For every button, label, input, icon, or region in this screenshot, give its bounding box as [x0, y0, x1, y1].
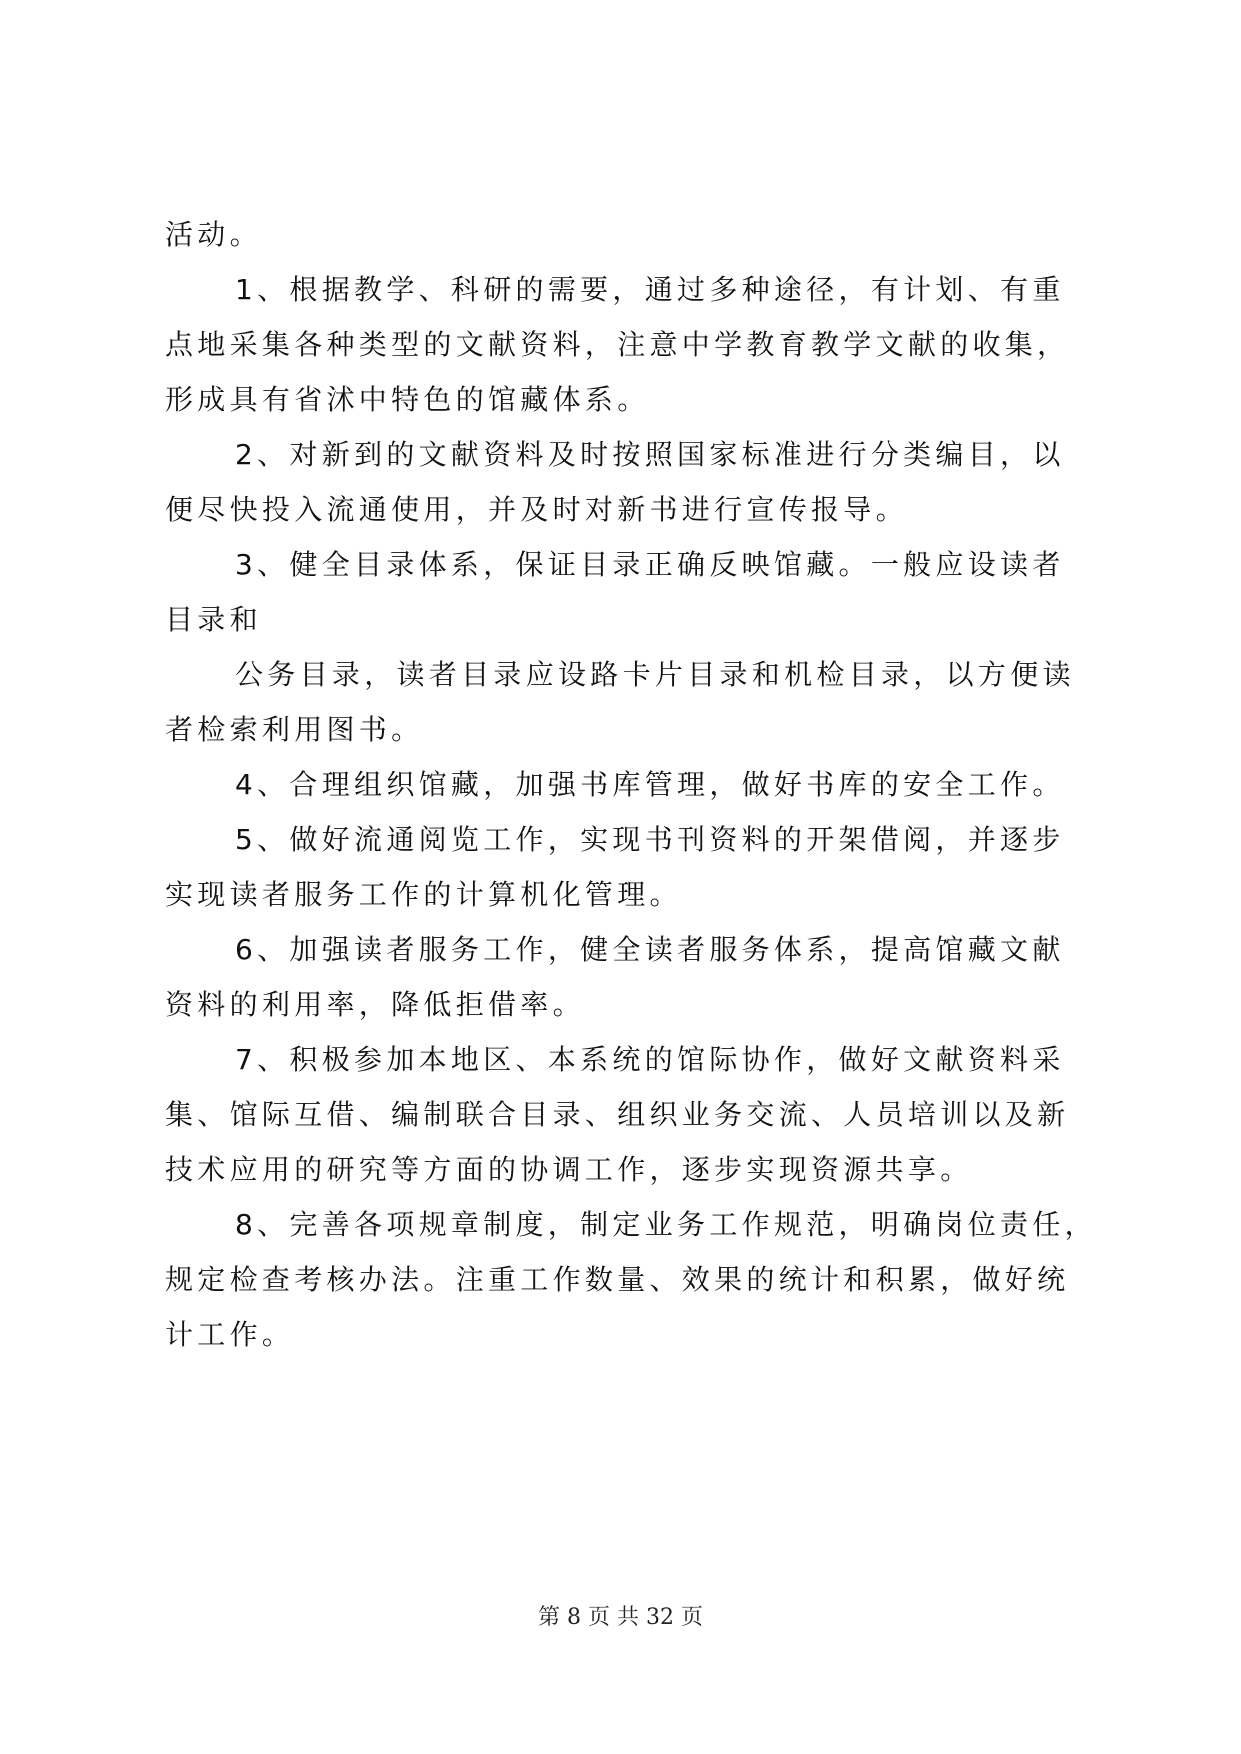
text-line: 便尽快投入流通使用，并及时对新书进行宣传报导。: [165, 493, 908, 526]
text-line: 1、根据教学、科研的需要，通过多种途径，有计划、有重: [235, 273, 1065, 306]
text-line: 2、对新到的文献资料及时按照国家标准进行分类编目，以: [235, 438, 1065, 471]
text-line: 4、合理组织馆藏，加强书库管理，做好书库的安全工作。: [235, 768, 1065, 801]
text-line: 技术应用的研究等方面的协调工作，逐步实现资源共享。: [165, 1153, 973, 1186]
text-line: 计工作。: [165, 1318, 295, 1351]
text-line: 3、健全目录体系，保证目录正确反映馆藏。一般应设读者: [235, 548, 1065, 581]
text-line: 7、积极参加本地区、本系统的馆际协作，做好文献资料采: [235, 1043, 1065, 1076]
text-line: 者检索利用图书。: [165, 713, 424, 746]
text-line: 5、做好流通阅览工作，实现书刊资料的开架借阅，并逐步: [235, 823, 1065, 856]
text-line: 8、完善各项规章制度，制定业务工作规范，明确岗位责任，: [235, 1208, 1097, 1241]
text-line: 公务目录，读者目录应设路卡片目录和机检目录，以方便读: [235, 658, 1075, 691]
text-line: 点地采集各种类型的文献资料，注意中学教育教学文献的收集，: [165, 328, 1070, 361]
text-line: 实现读者服务工作的计算机化管理。: [165, 878, 682, 911]
text-line: 活动。: [165, 218, 262, 251]
text-line: 形成具有省沭中特色的馆藏体系。: [165, 383, 650, 416]
text-line: 6、加强读者服务工作，健全读者服务体系，提高馆藏文献: [235, 933, 1065, 966]
text-line: 规定检查考核办法。注重工作数量、效果的统计和积累，做好统: [165, 1263, 1070, 1296]
text-line: 目录和: [165, 603, 262, 636]
text-line: 集、馆际互借、编制联合目录、组织业务交流、人员培训以及新: [165, 1098, 1070, 1131]
page-number-footer: 第 8 页 共 32 页: [538, 1605, 703, 1630]
text-line: 资料的利用率，降低拒借率。: [165, 988, 585, 1021]
